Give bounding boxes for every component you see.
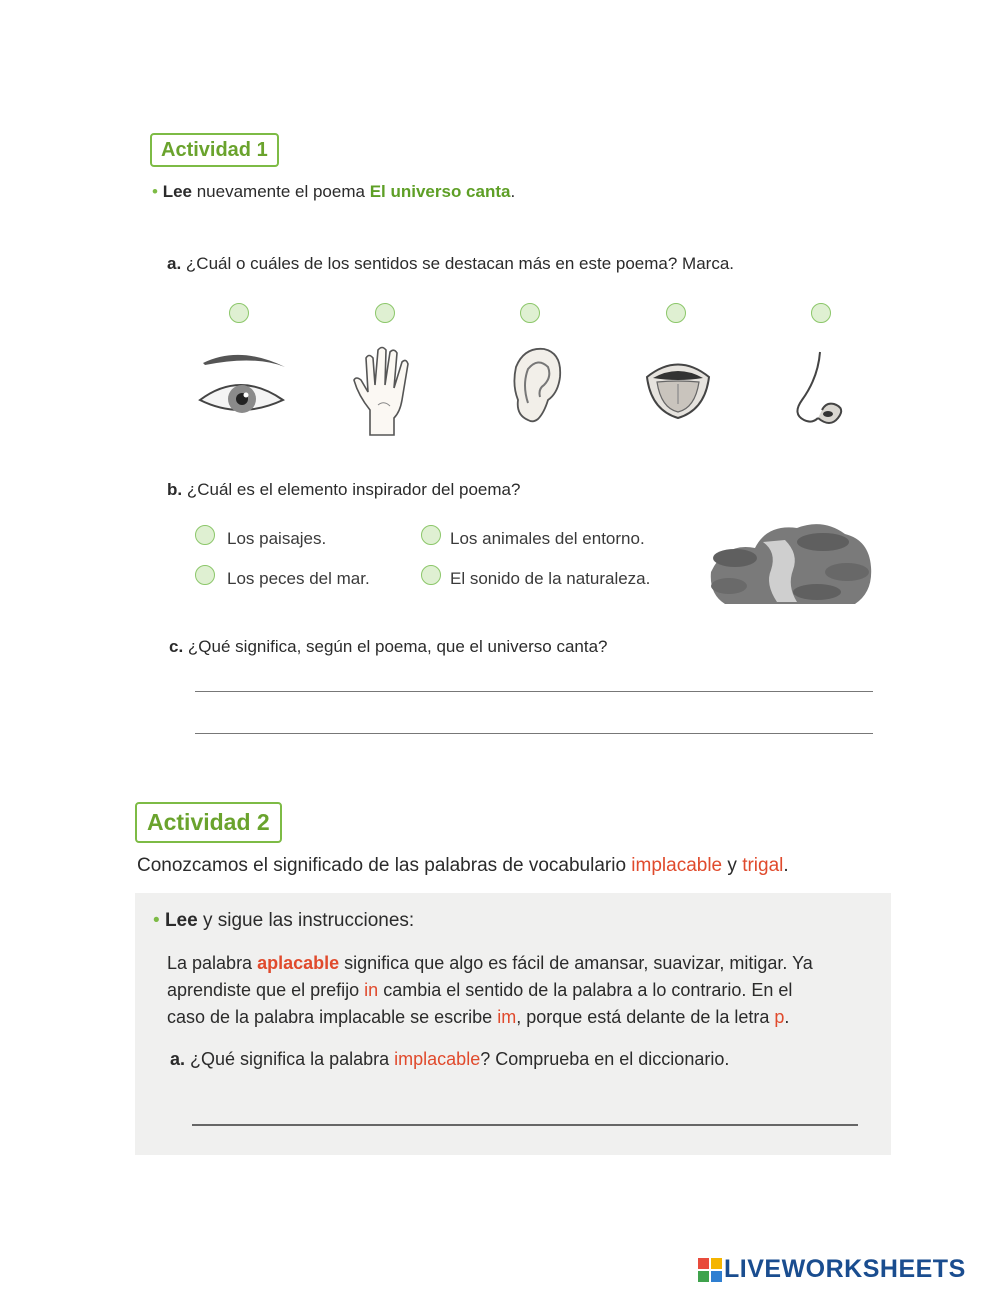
ear-icon: [510, 345, 565, 425]
explanation-paragraph: [167, 950, 877, 1031]
answer-line[interactable]: [195, 733, 873, 734]
vocab-word: implacable: [631, 855, 723, 876]
bullet-icon: •: [152, 182, 158, 201]
poem-title: El universo canta: [369, 182, 511, 201]
paragraph-line: [167, 950, 877, 977]
liveworksheets-brand: LIVEWORKSHEETS: [724, 1255, 966, 1283]
option-radio[interactable]: [421, 565, 441, 585]
radio-nose[interactable]: [811, 303, 831, 323]
paragraph-line: [167, 977, 877, 1004]
text-span: La palabra: [167, 953, 253, 973]
mouth-icon: [643, 352, 713, 422]
activity1-title: Actividad 1: [150, 133, 279, 167]
vocab-word: trigal: [742, 855, 784, 876]
question-letter: c.: [169, 637, 184, 656]
activity2-instruction: [153, 910, 414, 932]
eye-icon: [195, 345, 291, 420]
option-label: Los animales del entorno.: [450, 529, 645, 548]
activity2-title: Actividad 2: [135, 802, 282, 843]
question-letter: a.: [170, 1049, 186, 1069]
highlight-word: aplacable: [257, 953, 340, 973]
text-span: , porque está delante de la letra: [516, 1007, 770, 1027]
option-radio[interactable]: [195, 525, 215, 545]
highlight-word: p: [774, 1007, 785, 1027]
instruction-bold: Lee: [164, 910, 198, 931]
intro-text: Conozcamos el significado de las palabras de vocabulario: [137, 855, 627, 876]
text-span: .: [784, 1007, 790, 1027]
question-text: ? Comprueba en el diccionario.: [480, 1049, 730, 1069]
activity1-intro: [152, 182, 515, 202]
radio-hand[interactable]: [375, 303, 395, 323]
activity2-intro: [137, 855, 789, 877]
option-label: Los peces del mar.: [227, 569, 370, 588]
question-letter: a.: [167, 254, 182, 273]
hand-icon: [350, 340, 420, 438]
intro-end: .: [510, 182, 516, 201]
question-letter: b.: [167, 480, 183, 499]
question-c: [169, 637, 608, 657]
highlight-word: in: [364, 980, 379, 1000]
radio-eye[interactable]: [229, 303, 249, 323]
intro-and: y: [727, 855, 737, 876]
option-label: Los paisajes.: [227, 529, 327, 548]
text-span: aprendiste que el prefijo: [167, 980, 360, 1000]
option-radio[interactable]: [195, 565, 215, 585]
landscape-image: [705, 512, 875, 612]
text-span: cambia el sentido de la palabra a lo contrario. En el: [383, 980, 793, 1000]
question-a2: [170, 1049, 729, 1070]
question-b: [167, 480, 520, 500]
radio-mouth[interactable]: [666, 303, 686, 323]
question-text: ¿Qué significa, según el poema, que el universo canta?: [187, 637, 608, 656]
paragraph-line: [167, 1004, 877, 1031]
question-a: [167, 254, 734, 274]
answer-line[interactable]: [195, 691, 873, 692]
highlight-word: im: [497, 1007, 517, 1027]
intro-end: .: [783, 855, 789, 876]
intro-text: nuevamente el poema: [196, 182, 365, 201]
intro-bold: Lee: [162, 182, 192, 201]
instruction-text: y sigue las instrucciones:: [202, 910, 415, 931]
bullet-icon: •: [153, 910, 160, 931]
highlight-word: implacable: [394, 1049, 481, 1069]
option-label: El sonido de la naturaleza.: [450, 569, 651, 588]
option-radio[interactable]: [421, 525, 441, 545]
question-text: ¿Qué significa la palabra: [190, 1049, 390, 1069]
text-span: significa que algo es fácil de amansar, suavizar, mitigar. Ya: [344, 953, 813, 973]
nose-icon: [790, 348, 850, 430]
question-text: ¿Cuál o cuáles de los sentidos se destacan más en este poema? Marca.: [185, 254, 734, 273]
answer-line[interactable]: [192, 1124, 858, 1126]
radio-ear[interactable]: [520, 303, 540, 323]
question-text: ¿Cuál es el elemento inspirador del poema?: [186, 480, 521, 499]
liveworksheets-logo-icon: [698, 1258, 722, 1282]
text-span: caso de la palabra implacable se escribe: [167, 1007, 493, 1027]
